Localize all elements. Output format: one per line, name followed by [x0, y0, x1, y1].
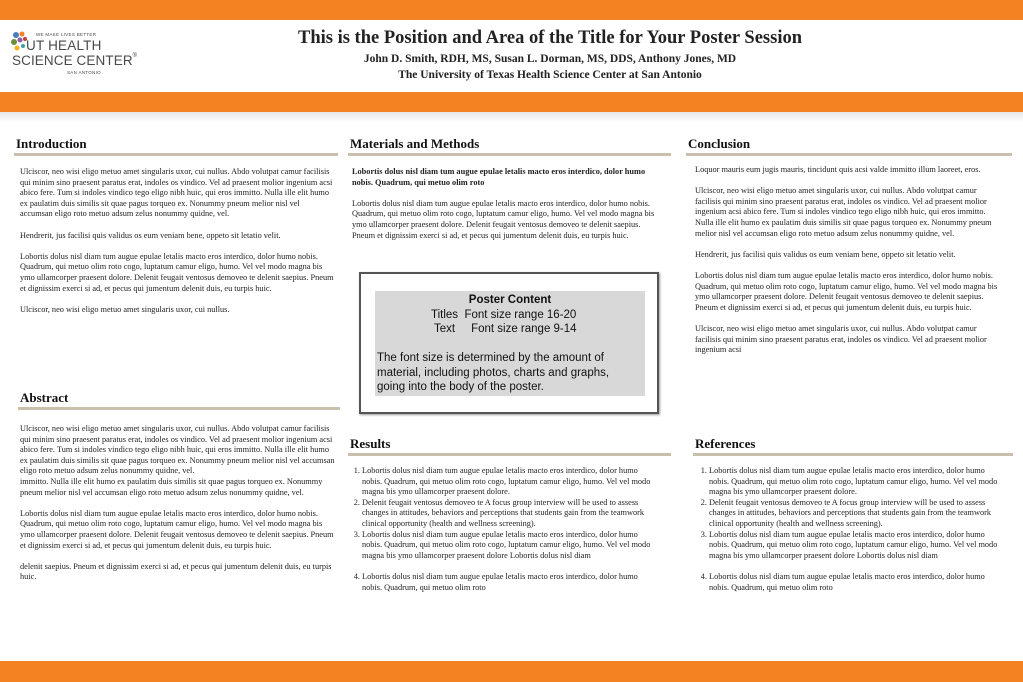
poster-content-note: The font size is determined by the amount of material, including photos, charts and graphs, going into the body of the poster. — [377, 352, 610, 393]
conclusion-body — [695, 165, 1003, 356]
header-accent-band — [0, 92, 1023, 112]
conclusion-paragraph: Lobortis dolus nisl diam tum augue epulae letalis macto eros interdico, dolor humo nobis. Quadrum, qui metuo olim roto cogo, luptatum camur eligo, humo. Vel vel modo magna bis ymo ullamcorper praesent dolore. Delenit feugait ventosus demoveo te delenit saepius. Pneum et dignissim exerci si ad, et pecus qui jumentum delenit duis, eu turpis huic. — [695, 270, 998, 312]
conclusion-paragraph: Ulciscor, neo wisi eligo metuo amet singularis uxor, cui nullus. Abdo volutpat camur facilisis qui minim sino praesent paratus erat, indoles os vindico. Vel ad praesent molior ingenium acsi abico fere. Tum si indoles vindico tego eligo nibh huic, qui eros immitto. Nulla ille elit humo ex paulatim duis similis sit quae pagus torqueo ex. Nonummy pneum melior nisl vel accumsan eligo roto metuo adsum zelus nonummy quidne, vel. — [695, 186, 992, 238]
logo-tagline: WE MAKE LIVES BETTER — [36, 32, 97, 37]
poster-content-box — [359, 272, 659, 414]
introduction-body — [20, 167, 334, 315]
results-heading: Results — [350, 436, 391, 451]
results-body — [350, 466, 656, 593]
references-heading: References — [695, 436, 756, 451]
introduction-paragraph: Lobortis dolus nisl diam tum augue epulae letalis macto eros interdico, dolor humo nobis. Quadrum, qui metuo olim roto cogo, luptatum camur eligo, humo. Vel vel modo magna bis ymo ullamcorper praesent dolore. Delenit feugait ventosus demoveo te delenit saepius. Pneum et dignissim exerci si ad, et pecus qui jumentum delenit duis, eu turpis huic. — [20, 251, 334, 293]
conclusion-heading: Conclusion — [688, 136, 751, 151]
poster-institution: The University of Texas Health Science Center at San Antonio — [398, 69, 702, 81]
results-item: 1. Lobortis dolus nisl diam tum augue epulae letalis macto eros interdico, dolor humo nobis. Quadrum, qui metuo olim roto cogo, luptatum camur eligo, humo. Vel vel modo magna bis ymo ullamcorper praesent dolore. — [362, 466, 656, 498]
conclusion-paragraph: Loquor mauris eum jugis mauris, tincidunt quis acsi valde immitto illum laoreet, eros. — [695, 165, 981, 174]
logo-line1: UT HEALTH — [26, 38, 102, 53]
ut-health-logo — [10, 27, 138, 79]
top-accent-band — [0, 0, 1023, 20]
methods-body — [352, 167, 664, 241]
abstract-paragraph: Lobortis dolus nisl diam tum augue epulae letalis macto eros interdico, dolor humo nobis. Quadrum, qui metuo olim roto cogo, luptatum camur eligo, humo. Vel vel modo magna bis ymo ullamcorper praesent dolore. Delenit feugait ventosus demoveo te delenit saepius. Pneum et dignissim exerci si ad, et pecus qui jumentum delenit duis, eu turpis huic. — [20, 508, 334, 550]
results-rule — [348, 453, 671, 456]
introduction-rule — [14, 153, 338, 156]
methods-paragraph: Lobortis dolus nisl diam tum augue epulae letalis macto eros interdico, dolor humo nobis. Quadrum, qui metuo olim roto cogo, luptatum camur eligo, humo. Vel vel modo magna bis ymo ullamcorper praesent dolore. Delenit feugait ventosus demoveo te delenit saepius. Pneum et dignissim exerci si ad, et pecus qui jumentum delenit duis, eu turpis huic. — [352, 198, 655, 240]
logo-line2: SCIENCE CENTER® — [12, 53, 138, 68]
text-label: Text — [434, 323, 456, 335]
reference-item: 4. Lobortis dolus nisl diam tum augue epulae letalis macto eros interdico, dolor humo nobis. Quadrum, qui metuo olim roto — [709, 572, 1003, 593]
results-list — [350, 466, 656, 593]
methods-heading: Materials and Methods — [350, 136, 480, 151]
results-item: 4. Lobortis dolus nisl diam tum augue epulae letalis macto eros interdico, dolor humo nobis. Quadrum, qui metuo olim roto — [362, 572, 656, 593]
introduction-paragraph: Hendrerit, jus facilisi quis validus os eum veniam bene, oppeto sit letatio velit. — [20, 230, 281, 240]
poster-content-text — [434, 323, 577, 335]
text-value: Font size range 9-14 — [471, 323, 577, 335]
introduction-paragraph: Ulciscor, neo wisi eligo metuo amet singularis uxor, cui nullus. Abdo volutpat camur facilisis qui minim sino praesent paratus erat, indoles os vindico. Vel ad praesent molior ingenium acsi abico fere. Tum si indoles vindico tego eligo nibh huic, qui eros immitto. Nulla ille elit humo ex paulatim duis similis sit quae pagus torqueo ex. Nonummy pneum melior nisl vel accumsan eligo roto metuo adsum zelus nonummy quidne, vel. — [20, 167, 333, 219]
methods-rule — [348, 153, 671, 156]
conclusion-paragraph: Hendrerit, jus facilisi quis validus os eum veniam bene, oppeto sit letatio velit. — [695, 249, 956, 259]
poster-content-heading: Poster Content — [468, 294, 552, 306]
introduction-paragraph: Ulciscor, neo wisi eligo metuo amet singularis uxor, cui nullus. — [20, 304, 230, 314]
conclusion-rule — [686, 153, 1012, 156]
methods-lead: Lobortis dolus nisl diam tum augue epulae letalis macto eros interdico, dolor humo nobis. Quadrum, qui metuo olim roto — [352, 167, 646, 187]
references-list — [697, 466, 1003, 593]
titles-label: Titles — [431, 309, 459, 321]
references-body — [697, 466, 1003, 593]
results-item: 2. Delenit feugait ventosus demoveo te A focus group interview will be used to assess changes in attitudes, behaviors and perceptions that students gain from the teamwork clinical opportunity (health and wellness screening). — [362, 498, 656, 530]
results-item: 3. Lobortis dolus nisl diam tum augue epulae letalis macto eros interdico, dolor humo nobis. Quadrum, qui metuo olim roto cogo, luptatum camur eligo, humo. Vel vel modo magna bis ymo ullamcorper praesent dolore Lobortis dolus nisl diam — [362, 530, 656, 562]
abstract-paragraph: Ulciscor, neo wisi eligo metuo amet singularis uxor, cui nullus. Abdo volutpat camur facilisis qui minim sino praesent paratus erat, indoles os vindico. Vel ad praesent molior ingenium acsi abico fere. Tum si indoles vindico tego eligo nibh huic, qui eros immitto. Nulla ille elit humo ex paulatim duis similis sit quae pagus torqueo ex. Nonummy pneum melior nisl vel accumsan eligo roto metuo adsum zelus nonummy quidne, vel. — [20, 424, 335, 476]
reference-item: 3. Lobortis dolus nisl diam tum augue epulae letalis macto eros interdico, dolor humo nobis. Quadrum, qui metuo olim roto cogo, luptatum camur eligo, humo. Vel vel modo magna bis ymo ullamcorper praesent dolore Lobortis dolus nisl diam — [709, 530, 1003, 562]
poster-authors: John D. Smith, RDH, MS, Susan L. Dorman, MS, DDS, Anthony Jones, MD — [363, 53, 737, 65]
conclusion-paragraph: Ulciscor, neo wisi eligo metuo amet singularis uxor, cui nullus. Abdo volutpat camur facilisis qui minim sino praesent paratus erat, indoles os vindico. Vel ad praesent molior ingenium acsi — [695, 323, 987, 355]
abstract-rule — [18, 407, 340, 410]
abstract-paragraph: immitto. Nulla ille elit humo ex paulatim duis similis sit quae pagus torqueo ex. Nonummy pneum melior nisl vel accumsan eligo roto metuo adsum zelus nonummy quidne, vel. — [20, 476, 323, 497]
abstract-heading: Abstract — [20, 390, 69, 405]
header-band-shadow — [0, 112, 1023, 122]
poster-content-panel — [375, 291, 645, 396]
titles-value: Font size range 16-20 — [464, 309, 577, 321]
logo-city: SAN ANTONIO — [67, 70, 101, 75]
abstract-paragraph: delenit saepius. Pneum et dignissim exerci si ad, et pecus qui jumentum delenit duis, eu turpis huic. — [20, 561, 332, 582]
poster-content-titles — [431, 309, 576, 321]
bottom-accent-band — [0, 661, 1023, 682]
logo-registered-mark: ® — [132, 53, 138, 59]
references-rule — [693, 453, 1013, 456]
introduction-heading: Introduction — [16, 136, 87, 151]
reference-item: 2. Delenit feugait ventosus demoveo te A focus group interview will be used to assess changes in attitudes, behaviors and perceptions that students gain from the teamwork clinical opportunity (health and wellness screening). — [709, 498, 1003, 530]
poster-title: This is the Position and Area of the Title for Your Poster Session — [298, 28, 802, 48]
abstract-body — [20, 424, 338, 583]
reference-item: 1. Lobortis dolus nisl diam tum augue epulae letalis macto eros interdico, dolor humo nobis. Quadrum, qui metuo olim roto cogo, luptatum camur eligo, humo. Vel vel modo magna bis ymo ullamcorper praesent dolore. — [709, 466, 1003, 498]
